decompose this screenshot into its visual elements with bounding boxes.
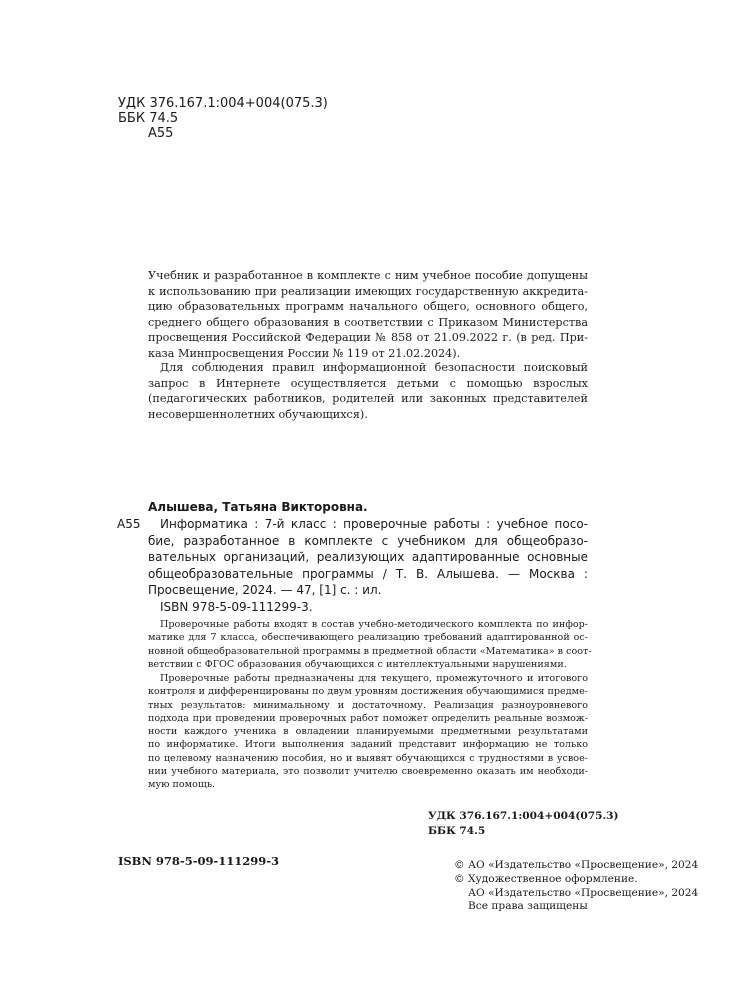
card-description-line: Просвещение, 2024. — 47, [1] с. : ил. bbox=[148, 583, 382, 597]
annotation-line: тных результатов: минимальному и достаточному. Реализация разноуровневого bbox=[148, 699, 588, 711]
notice-line: Учебник и разработанное в комплекте с ним учебное пособие допущены bbox=[148, 269, 588, 282]
notice-line: просвещения Российской Федерации № 858 от 21.09.2022 г. (в ред. При- bbox=[148, 331, 588, 344]
card-udk: УДК 376.167.1:004+004(075.3) bbox=[428, 810, 619, 822]
notice-line: среднего общего образования в соответствии с Приказом Министерства bbox=[148, 315, 588, 329]
annotation-line: матике для 7 класса, обеспечивающего реализацию требований адаптированной ос- bbox=[148, 632, 588, 644]
card-description-line: бие, разработанное в комплекте с учебником для общеобразо- bbox=[148, 533, 588, 548]
notice-line: к использованию при реализации имеющих государственную аккредита- bbox=[148, 284, 588, 298]
notice-line: каза Минпросвещения России № 119 от 21.02.2024). bbox=[148, 346, 461, 360]
notice-line: цию образовательных программ начального общего, основного общего, bbox=[148, 300, 588, 313]
card-author: Алышева, Татьяна Викторовна. bbox=[148, 500, 368, 514]
card-description-line: вательных организаций, реализующих адаптированные основные bbox=[148, 550, 588, 564]
card-description-line: Информатика : 7-й класс : проверочные работы : учебное посо- bbox=[160, 517, 588, 531]
footer-isbn: ISBN 978-5-09-111299-3 bbox=[118, 854, 280, 868]
card-codes bbox=[428, 809, 619, 839]
card-description-line: общеобразовательные программы / Т. В. Алышева. — Москва : bbox=[148, 566, 588, 581]
card-description bbox=[148, 516, 588, 615]
author-mark: А55 bbox=[148, 126, 174, 141]
notice-line: Для соблюдения правил информационной безопасности поисковый bbox=[160, 361, 588, 374]
card-mark: А55 bbox=[117, 517, 141, 531]
header-block bbox=[118, 96, 328, 141]
annotation-line: по целевому назначению пособия, но и выявят обучающихся с трудностями в усвое- bbox=[148, 752, 588, 764]
copyright-line-3: АО «Издательство «Просвещение», 2024 bbox=[468, 886, 699, 899]
annotation-line: контроля и дифференцированы по двум уровням достижения обучающимися предме- bbox=[148, 686, 588, 698]
copyright-line-1: АО «Издательство «Просвещение», 2024 bbox=[468, 859, 699, 871]
notice-line: (педагогических работников, родителей или законных представителей bbox=[148, 392, 588, 405]
copyright-symbol: © bbox=[454, 872, 465, 885]
approval-notice bbox=[148, 268, 588, 361]
annotation-line: нии учебного материала, это позволит учителю своевременно оказать им необходи- bbox=[148, 766, 588, 778]
annotation-line: Проверочные работы предназначены для текущего, промежуточного и итогового bbox=[160, 673, 588, 684]
copyright-line-2: Художественное оформление. bbox=[468, 872, 638, 885]
notice-line: несовершеннолетних обучающихся). bbox=[148, 407, 368, 421]
bbk-code: ББК 74.5 bbox=[118, 111, 179, 126]
notice-line: запрос в Интернете осуществляется детьми с помощью взрослых bbox=[148, 376, 588, 390]
annotation-2 bbox=[148, 672, 588, 792]
annotation-1 bbox=[148, 618, 592, 671]
annotation-line: ветствии с ФГОС образования обучающихся с интеллектуальными нарушениями. bbox=[148, 658, 567, 670]
annotation-line: мую помощь. bbox=[148, 779, 216, 791]
card-bbk: ББК 74.5 bbox=[428, 825, 486, 837]
safety-notice bbox=[148, 360, 588, 422]
copyright-block bbox=[454, 859, 714, 914]
annotation-line: по информатике. Итоги выполнения заданий представит информацию не только bbox=[148, 739, 588, 751]
card-isbn: ISBN 978-5-09-111299-3. bbox=[160, 599, 313, 614]
udk-code: УДК 376.167.1:004+004(075.3) bbox=[118, 96, 328, 111]
annotation-line: подхода при проведении проверочных работ поможет определить реальные возмож- bbox=[148, 712, 588, 724]
annotation-line: новной общеобразовательной программы в предметной области «Математика» в соот- bbox=[148, 645, 592, 657]
copyright-symbol: © bbox=[454, 859, 465, 871]
rights-reserved: Все права защищены bbox=[468, 900, 588, 913]
annotation-line: ности каждого ученика в овладении планируемыми предметными результатами bbox=[148, 726, 588, 738]
annotation-line: Проверочные работы входят в состав учебно-методического комплекта по инфор- bbox=[160, 619, 588, 630]
